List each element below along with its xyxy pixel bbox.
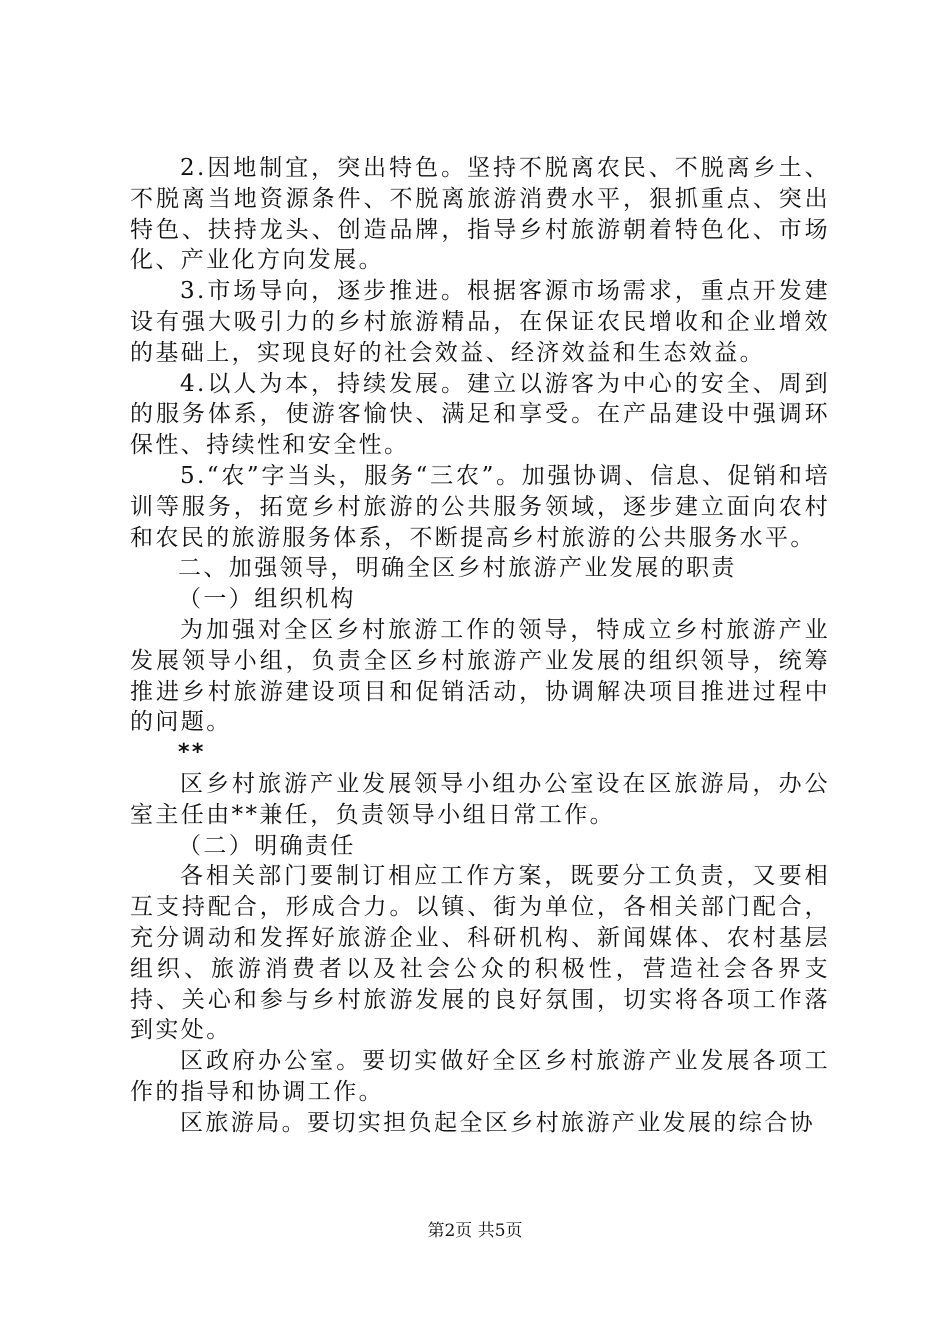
paragraph-district-office: 区政府办公室。要切实做好全区乡村旅游产业发展各项工作的指导和协调工作。 — [130, 1048, 830, 1105]
placeholder-stars: ** — [178, 740, 206, 766]
paragraph-organization: 为加强对全区乡村旅游工作的领导，特成立乡村旅游产业发展领导小组，负责全区乡村旅游产业发展的组织领导，统筹推进乡村旅游建设项目和促销活动，协调解决项目推进过程中的问题。 — [130, 616, 830, 736]
paragraph-office: 区乡村旅游产业发展领导小组办公室设在区旅游局，办公室主任由**兼任，负责领导小组日常工作。 — [130, 770, 830, 828]
paragraph-principle-3: 3.市场导向，逐步推进。根据客源市场需求，重点开发建设有强大吸引力的乡村旅游精品，在保证农民增收和企业增效的基础上，实现良好的社会效益、经济效益和生态效益。 — [130, 278, 830, 366]
paragraph-principle-5: 5.“农”字当头，服务“三农”。加强协调、信息、促销和培训等服务，拓宽乡村旅游的公共服务领域，逐步建立面向农村和农民的旅游服务体系，不断提高乡村旅游的公共服务水平。 — [130, 462, 830, 551]
paragraph-tourism-bureau: 区旅游局。要切实担负起全区乡村旅游产业发展的综合协 — [180, 1109, 815, 1136]
subsection-heading-responsibility: （二）明确责任 — [178, 832, 356, 859]
page-footer: 第2页 共5页 — [427, 1221, 523, 1241]
document-body — [130, 153, 830, 1139]
subsection-heading-organization: （一）组织机构 — [178, 586, 356, 613]
paragraph-principle-4: 4.以人为本，持续发展。建立以游客为中心的安全、周到的服务体系，使游客愉快、满足和享受。在产品建设中强调环保性、持续性和安全性。 — [130, 370, 830, 459]
paragraph-principle-2: 2.因地制宜，突出特色。坚持不脱离农民、不脱离乡土、不脱离当地资源条件、不脱离旅游消费水平，狠抓重点、突出特色、扶持龙头、创造品牌，指导乡村旅游朝着特色化、市场化、产业化方向发展。 — [130, 155, 830, 274]
section-heading-2: 二、加强领导，明确全区乡村旅游产业发展的职责 — [178, 555, 737, 582]
paragraph-responsibility: 各相关部门要制订相应工作方案，既要分工负责，又要相互支持配合，形成合力。以镇、街为单位，各相关部门配合，充分调动和发挥好旅游企业、科研机构、新闻媒体、农村基层组织、旅游消费者以及社会公众的积极性，营造社会各界支持、关心和参与乡村旅游发展的良好氛围，切实将各项工作落到实处。 — [130, 863, 830, 1044]
